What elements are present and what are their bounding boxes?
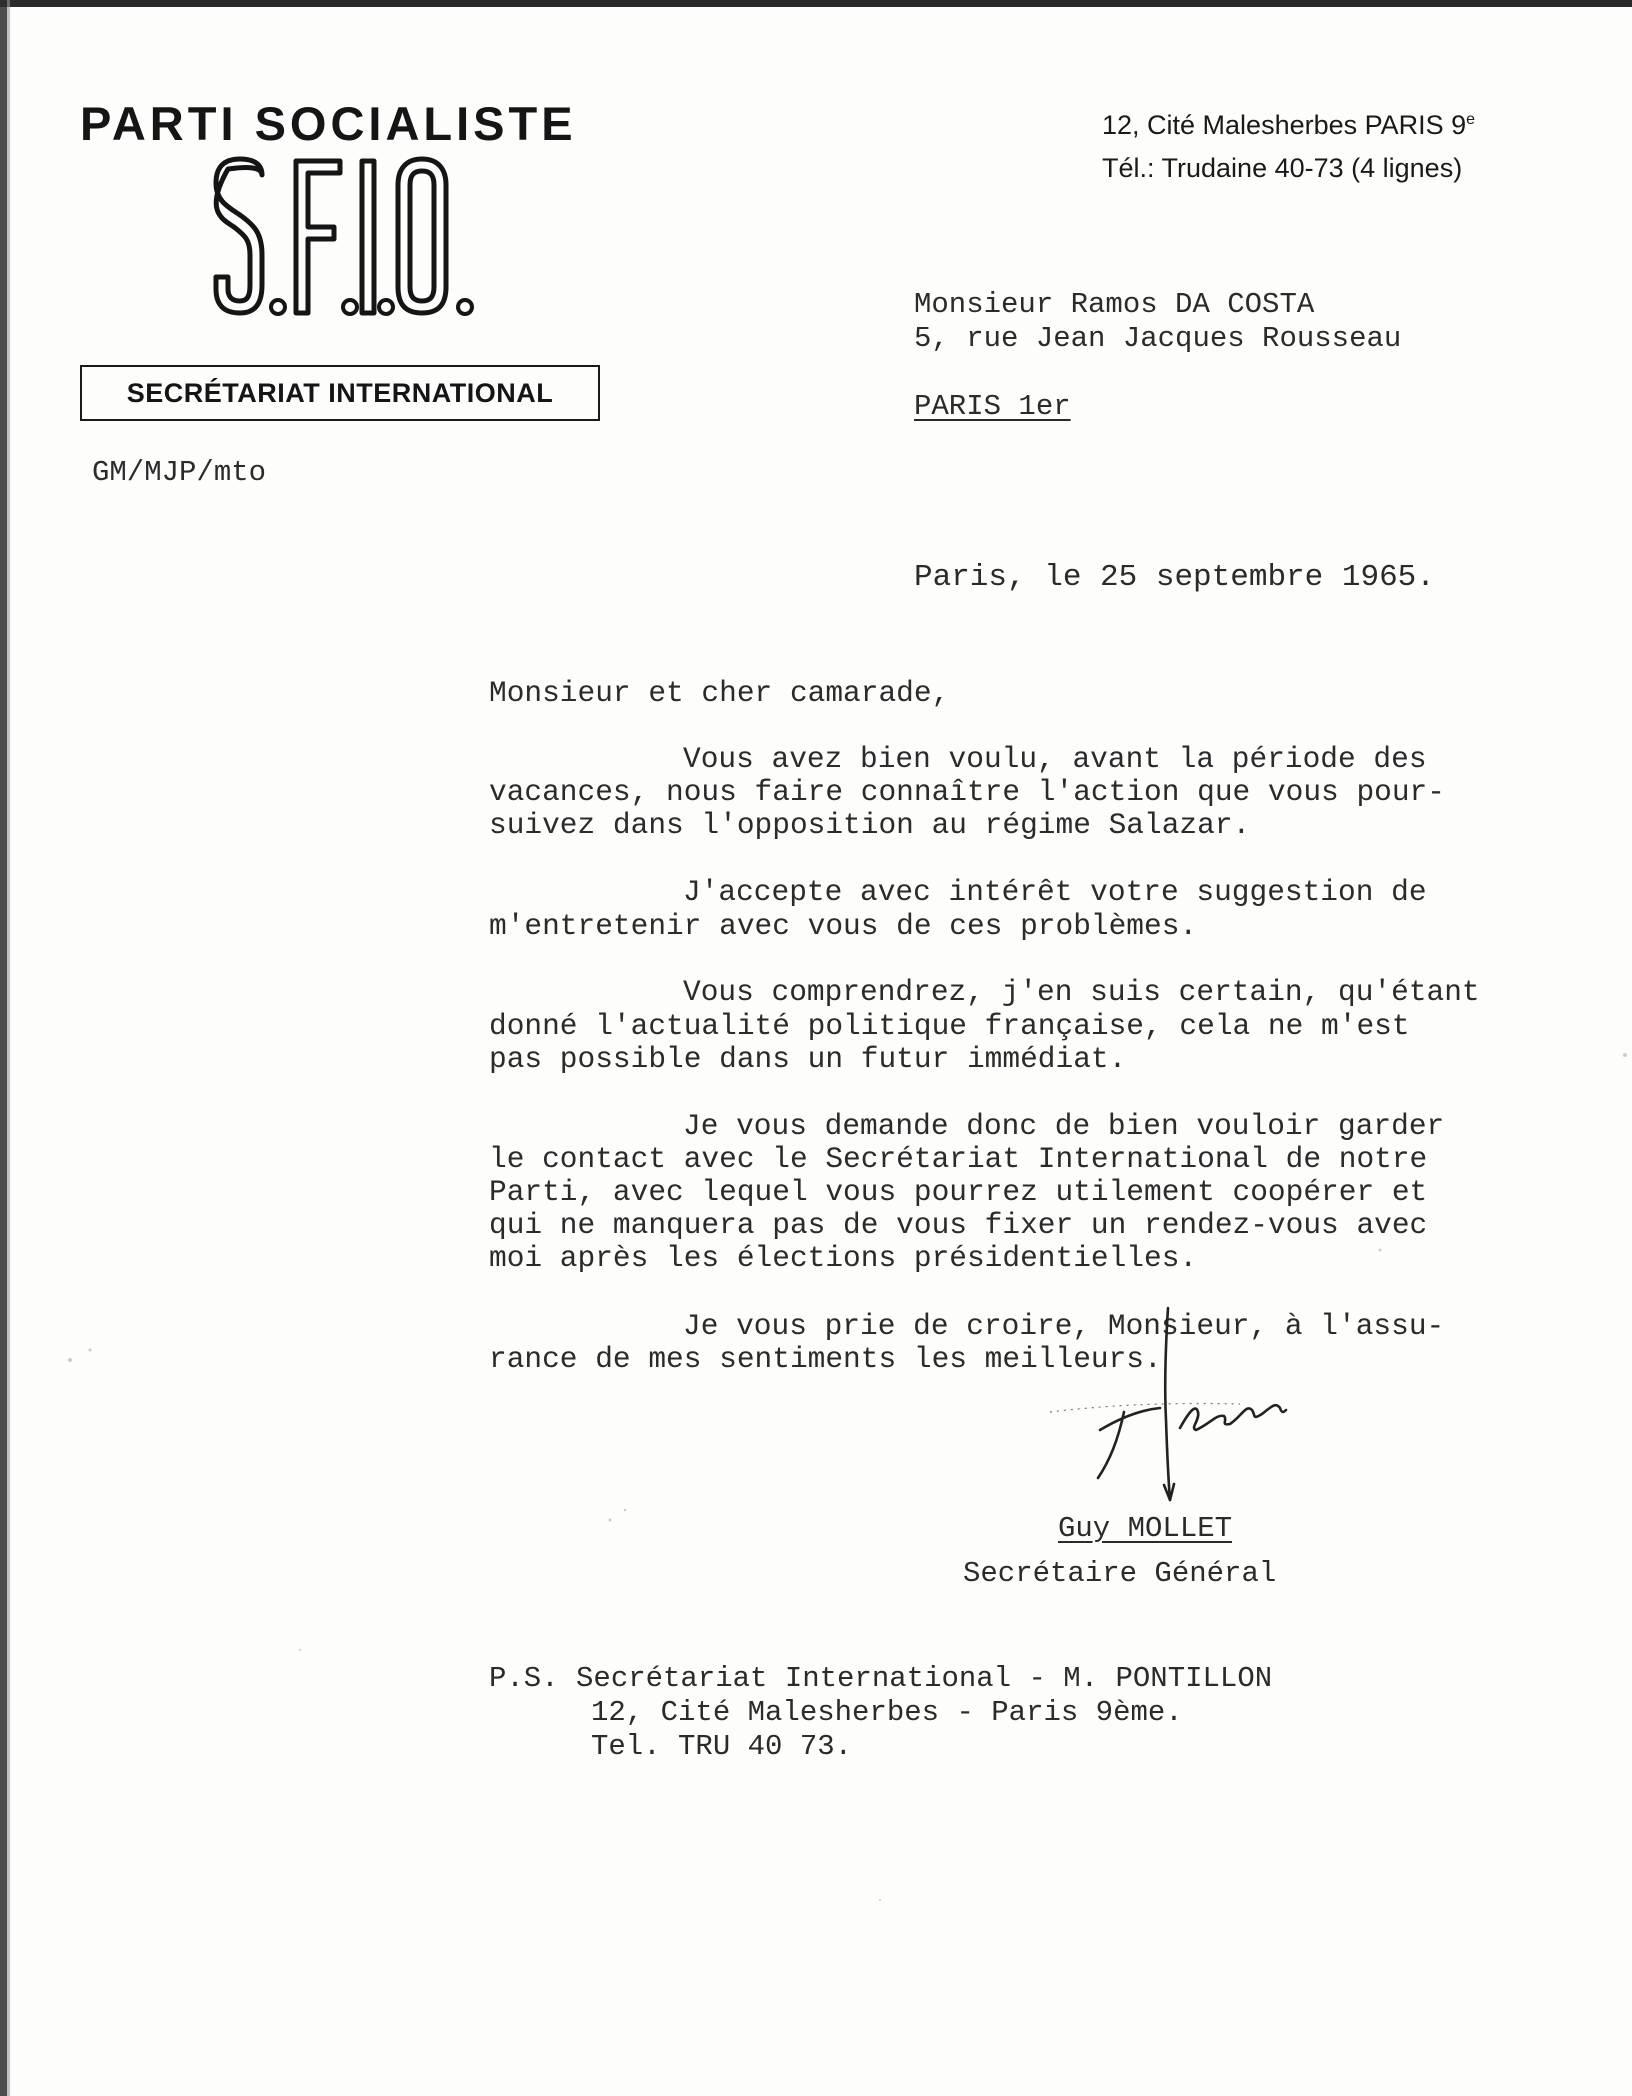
- body-line: rance de mes sentiments les meilleurs.: [489, 1342, 1162, 1376]
- scan-edge-top: [0, 0, 1632, 7]
- body-line: moi après les élections présidentielles.: [489, 1241, 1198, 1275]
- body-line: qui ne manquera pas de vous fixer un rendez-vous avec: [489, 1208, 1428, 1242]
- body-line: Vous comprendrez, j'en suis certain, qu'étant: [683, 975, 1480, 1009]
- reference-code: GM/MJP/mto: [92, 456, 267, 489]
- sfio-logo: [210, 155, 480, 325]
- department-label: SECRÉTARIAT INTERNATIONAL: [126, 377, 554, 408]
- department-box: [80, 365, 600, 421]
- postscript-line: 12, Cité Malesherbes - Paris 9ème.: [591, 1696, 1183, 1729]
- body-line: vacances, nous faire connaître l'action que vous pour-: [489, 775, 1445, 809]
- salutation: Monsieur et cher camarade,: [489, 676, 950, 710]
- letterhead-phone: Tél.: Trudaine 40-73 (4 lignes): [1102, 153, 1463, 183]
- letterhead-address: [1102, 110, 1475, 141]
- body-line: Vous avez bien voulu, avant la période des: [683, 742, 1427, 776]
- body-line: J'accepte avec intérêt votre suggestion de: [683, 875, 1427, 909]
- signatory-name: Guy MOLLET: [1058, 1512, 1233, 1545]
- body-line: pas possible dans un futur immédiat.: [489, 1042, 1127, 1076]
- recipient-name: Monsieur Ramos DA COSTA: [914, 288, 1315, 321]
- party-name: PARTI SOCIALISTE: [80, 97, 577, 150]
- body-line: Parti, avec lequel vous pourrez utilement coopérer et: [489, 1175, 1428, 1209]
- letterhead-address-sup: e: [1466, 111, 1476, 128]
- body-line: suivez dans l'opposition au régime Salazar.: [489, 808, 1251, 842]
- date-line: Paris, le 25 septembre 1965.: [914, 560, 1435, 595]
- postscript-line: Tel. TRU 40 73.: [591, 1730, 853, 1763]
- scan-edge-shadow: [7, 0, 10, 2096]
- handwritten-signature: [1040, 1300, 1340, 1510]
- body-line: Je vous demande donc de bien vouloir garder: [683, 1109, 1445, 1143]
- postscript-line: P.S. Secrétariat International - M. PONTILLON: [489, 1662, 1273, 1695]
- body-line: Je vous prie de croire, Monsieur, à l'assu-: [683, 1309, 1445, 1343]
- body-line: le contact avec le Secrétariat International de notre: [489, 1142, 1428, 1176]
- body-line: donné l'actualité politique française, cela ne m'est: [489, 1009, 1410, 1043]
- letterhead-address-text: 12, Cité Malesherbes PARIS 9: [1102, 110, 1467, 140]
- body-line: m'entretenir avec vous de ces problèmes.: [489, 909, 1198, 943]
- scan-edge-left: [0, 0, 7, 2096]
- recipient-street: 5, rue Jean Jacques Rousseau: [914, 322, 1402, 355]
- recipient-city: PARIS 1er: [914, 390, 1071, 423]
- signatory-title: Secrétaire Général: [963, 1557, 1277, 1590]
